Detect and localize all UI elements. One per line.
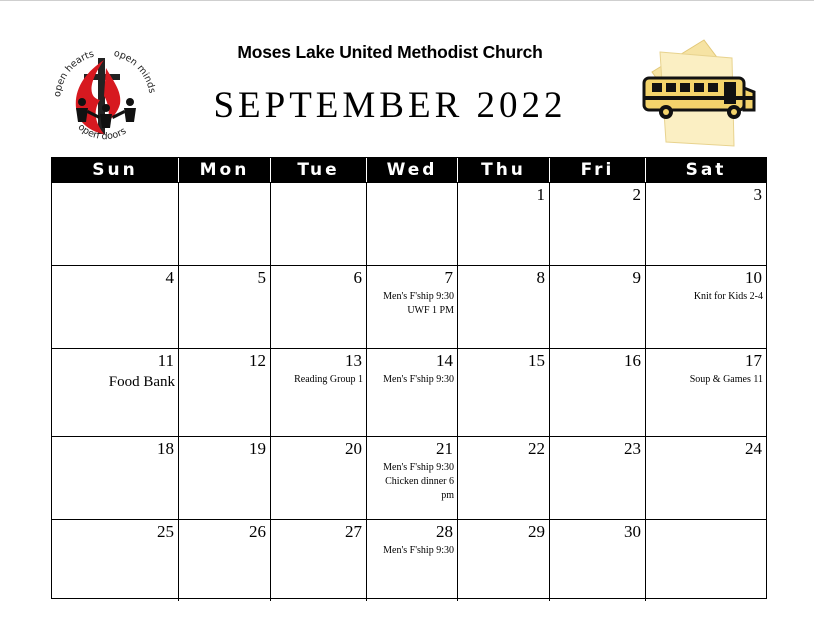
week-row: [52, 519, 766, 601]
event-item: Knit for Kids 2-4: [693, 291, 763, 302]
school-bus-icon: [638, 38, 758, 150]
day-number: 9: [632, 268, 641, 287]
day-number: 14: [436, 351, 453, 370]
day-cell-tue: [271, 520, 367, 601]
event-list: [55, 373, 175, 392]
day-number: 23: [624, 439, 641, 458]
day-number: 11: [157, 351, 174, 370]
day-number: 1: [536, 185, 545, 204]
weekday-sat: Sat: [685, 160, 727, 180]
day-cell-sat: [646, 266, 766, 348]
event-item: Food Bank: [108, 374, 175, 390]
day-number: 22: [528, 439, 545, 458]
day-number: 17: [745, 351, 762, 370]
event-item: Men's F'ship 9:30: [383, 374, 454, 385]
event-item: Reading Group 1: [294, 374, 363, 385]
weekday-sun: Sun: [52, 158, 179, 182]
day-cell-mon: [179, 183, 271, 265]
day-cell-sat: [646, 183, 766, 265]
day-cell-tue: [271, 266, 367, 348]
week-row: [52, 436, 766, 519]
weekday-thu: Thu: [458, 158, 550, 182]
event-list: [370, 461, 454, 503]
day-number: 3: [753, 185, 762, 204]
day-cell-tue: [271, 183, 367, 265]
day-number: 12: [249, 351, 266, 370]
logo-text-minds: open minds: [112, 47, 158, 95]
day-cell-thu: [458, 437, 550, 519]
weekday-header-row: [52, 158, 766, 182]
week-row: [52, 182, 766, 265]
day-number: 28: [436, 522, 453, 541]
day-cell-sun: [52, 349, 179, 436]
event-list: [649, 373, 763, 387]
day-cell-fri: [550, 183, 646, 265]
day-cell-mon: [179, 349, 271, 436]
day-number: 19: [249, 439, 266, 458]
day-cell-wed: [367, 520, 458, 601]
day-number: 26: [249, 522, 266, 541]
day-cell-tue: [271, 349, 367, 436]
weekday-wed: Wed: [367, 158, 458, 182]
day-cell-thu: [458, 183, 550, 265]
event-item: Men's F'ship 9:30: [383, 545, 454, 556]
day-cell-wed: [367, 266, 458, 348]
event-item: UWF 1 PM: [407, 305, 454, 316]
event-list: [370, 373, 454, 387]
weekday-fri: Fri: [550, 158, 646, 182]
weekday-mon: Mon: [179, 158, 271, 182]
day-number: 18: [157, 439, 174, 458]
day-cell-mon: [179, 520, 271, 601]
logo-text-hearts: open hearts: [52, 48, 96, 98]
logo-text-doors: open doors: [75, 121, 129, 143]
weekday-tue: Tue: [271, 158, 367, 182]
day-cell-sun: [52, 183, 179, 265]
event-item: Men's F'ship 9:30: [383, 291, 454, 302]
day-cell-sat: [646, 349, 766, 436]
day-number: 4: [165, 268, 174, 287]
top-rule: [0, 0, 814, 1]
week-row: [52, 265, 766, 348]
day-number: 27: [345, 522, 362, 541]
calendar-grid: [51, 157, 767, 599]
day-number: 5: [257, 268, 266, 287]
day-cell-thu: [458, 266, 550, 348]
day-cell-wed: [367, 349, 458, 436]
event-item: Chicken dinner 6 pm: [385, 476, 454, 501]
day-number: 15: [528, 351, 545, 370]
day-cell-sun: [52, 437, 179, 519]
event-list: [649, 290, 763, 304]
day-number: 2: [632, 185, 641, 204]
week-row: [52, 348, 766, 436]
day-cell-fri: [550, 266, 646, 348]
day-number: 10: [745, 268, 762, 287]
event-list: [370, 544, 454, 558]
day-number: 13: [345, 351, 362, 370]
day-cell-wed: [367, 437, 458, 519]
event-item: Men's F'ship 9:30: [383, 462, 454, 473]
day-number: 30: [624, 522, 641, 541]
day-cell-sun: [52, 520, 179, 601]
day-number: 16: [624, 351, 641, 370]
day-cell-sat: [646, 437, 766, 519]
day-number: 29: [528, 522, 545, 541]
day-cell-fri: [550, 437, 646, 519]
day-cell-tue: [271, 437, 367, 519]
day-cell-mon: [179, 437, 271, 519]
day-cell-mon: [179, 266, 271, 348]
day-cell-fri: [550, 349, 646, 436]
day-cell-sun: [52, 266, 179, 348]
event-item: Soup & Games 11: [689, 374, 763, 385]
event-list: [370, 290, 454, 318]
svg-text:open minds: [113, 48, 158, 94]
church-logo: [46, 38, 164, 152]
day-number: 25: [157, 522, 174, 541]
day-cell-sat: [646, 520, 766, 601]
day-number: 24: [745, 439, 762, 458]
day-number: 21: [436, 439, 453, 458]
month-title: SEPTEMBER 2022: [213, 85, 567, 126]
day-cell-fri: [550, 520, 646, 601]
day-cell-wed: [367, 183, 458, 265]
calendar-weeks: [52, 182, 766, 601]
day-cell-thu: [458, 349, 550, 436]
day-number: 6: [353, 268, 362, 287]
church-name: Moses Lake United Methodist Church: [237, 42, 543, 62]
day-cell-thu: [458, 520, 550, 601]
day-number: 7: [444, 268, 453, 287]
day-number: 20: [345, 439, 362, 458]
event-list: [274, 373, 363, 387]
day-number: 8: [536, 268, 545, 287]
